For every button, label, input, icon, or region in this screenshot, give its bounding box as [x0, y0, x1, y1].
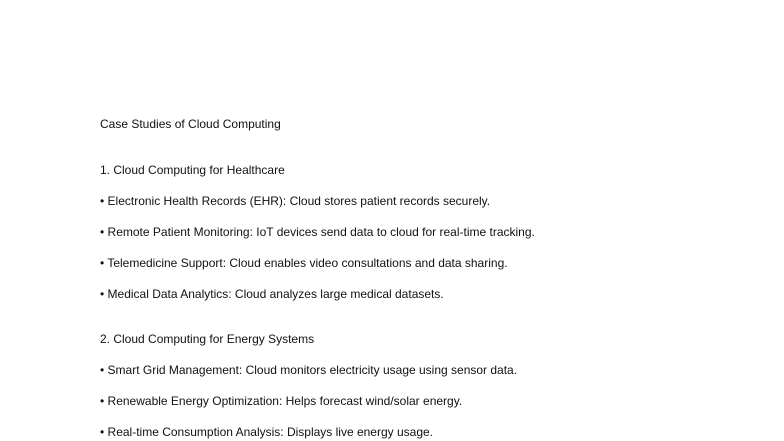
bullet-item: • Smart Grid Management: Cloud monitors electricity usage using sensor data.: [100, 363, 518, 377]
bullet-item: • Electronic Health Records (EHR): Cloud stores patient records securely.: [100, 194, 491, 208]
document-title: Case Studies of Cloud Computing: [100, 117, 281, 131]
bullet-item: • Remote Patient Monitoring: IoT devices send data to cloud for real-time tracking.: [100, 225, 535, 239]
bullet-item: • Medical Data Analytics: Cloud analyzes large medical datasets.: [100, 287, 444, 301]
section-heading-energy: 2. Cloud Computing for Energy Systems: [100, 332, 315, 346]
bullet-item: • Real-time Consumption Analysis: Displays live energy usage.: [100, 425, 434, 439]
bullet-item: • Renewable Energy Optimization: Helps forecast wind/solar energy.: [100, 394, 463, 408]
bullet-item: • Telemedicine Support: Cloud enables video consultations and data sharing.: [100, 256, 508, 270]
section-heading-healthcare: 1. Cloud Computing for Healthcare: [100, 163, 285, 177]
